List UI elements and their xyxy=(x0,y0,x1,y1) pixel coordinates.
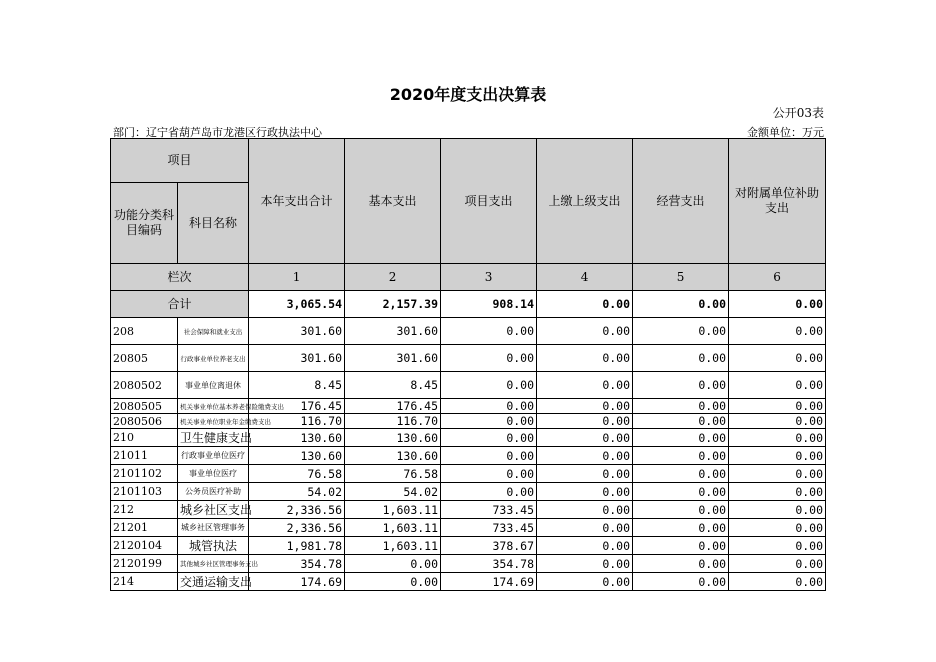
amount-cell: 0.00 xyxy=(441,483,537,501)
header-item: 项目 xyxy=(111,139,249,183)
subject-name-cell: 公务员医疗补助 xyxy=(178,483,249,501)
amount-cell: 130.60 xyxy=(345,429,441,447)
amount-cell: 8.45 xyxy=(345,372,441,399)
amount-cell: 0.00 xyxy=(537,447,633,465)
amount-cell: 301.60 xyxy=(249,318,345,345)
amount-cell: 54.02 xyxy=(249,483,345,501)
amount-cell: 8.45 xyxy=(249,372,345,399)
header-subsidy: 对附属单位补助支出 xyxy=(729,139,826,264)
amount-cell: 0.00 xyxy=(633,345,729,372)
amount-cell: 0.00 xyxy=(633,465,729,483)
table-row xyxy=(111,519,826,537)
amount-cell: 0.00 xyxy=(633,429,729,447)
table-row xyxy=(111,537,826,555)
amount-cell: 116.70 xyxy=(345,414,441,429)
header-total: 本年支出合计 xyxy=(249,139,345,264)
amount-cell: 354.78 xyxy=(249,555,345,573)
amount-cell: 0.00 xyxy=(633,555,729,573)
amount-cell: 1,603.11 xyxy=(345,519,441,537)
amount-cell: 733.45 xyxy=(441,501,537,519)
subject-name-cell: 事业单位医疗 xyxy=(178,465,249,483)
unit-label: 金额单位：万元 xyxy=(747,126,824,139)
amount-cell: 0.00 xyxy=(729,483,826,501)
amount-cell: 0.00 xyxy=(441,429,537,447)
amount-cell: 0.00 xyxy=(729,372,826,399)
amount-cell: 733.45 xyxy=(441,519,537,537)
amount-cell: 0.00 xyxy=(729,501,826,519)
amount-cell: 1,603.11 xyxy=(345,537,441,555)
header-subject-name: 科目名称 xyxy=(178,183,249,264)
sum-value: 908.14 xyxy=(441,291,537,318)
subject-name-cell: 交通运输支出 xyxy=(178,573,249,591)
subject-name-cell: 机关事业单位基本养老保险缴费支出 xyxy=(178,399,249,414)
amount-cell: 0.00 xyxy=(441,318,537,345)
subject-name-cell: 社会保障和就业支出 xyxy=(178,318,249,345)
amount-cell: 0.00 xyxy=(729,414,826,429)
amount-cell: 0.00 xyxy=(537,465,633,483)
func-code-cell: 2080506 xyxy=(111,414,178,429)
amount-cell: 0.00 xyxy=(537,501,633,519)
table-row xyxy=(111,573,826,591)
form-code: 公开03表 xyxy=(772,106,824,120)
table-row xyxy=(111,345,826,372)
amount-cell: 378.67 xyxy=(441,537,537,555)
func-code-cell: 2101102 xyxy=(111,465,178,483)
amount-cell: 130.60 xyxy=(249,429,345,447)
header-superior: 上缴上级支出 xyxy=(537,139,633,264)
subject-name-cell: 卫生健康支出 xyxy=(178,429,249,447)
func-code-cell: 2080505 xyxy=(111,399,178,414)
table-row xyxy=(111,465,826,483)
amount-cell: 116.70 xyxy=(249,414,345,429)
subject-name-cell: 城乡社区支出 xyxy=(178,501,249,519)
amount-cell: 0.00 xyxy=(633,399,729,414)
amount-cell: 1,603.11 xyxy=(345,501,441,519)
amount-cell: 0.00 xyxy=(345,555,441,573)
amount-cell: 0.00 xyxy=(729,345,826,372)
amount-cell: 0.00 xyxy=(633,414,729,429)
table-row xyxy=(111,372,826,399)
amount-cell: 130.60 xyxy=(249,447,345,465)
amount-cell: 0.00 xyxy=(537,318,633,345)
amount-cell: 0.00 xyxy=(633,318,729,345)
amount-cell: 0.00 xyxy=(633,372,729,399)
sum-value: 0.00 xyxy=(633,291,729,318)
amount-cell: 0.00 xyxy=(729,429,826,447)
amount-cell: 0.00 xyxy=(729,537,826,555)
amount-cell: 54.02 xyxy=(345,483,441,501)
sum-value: 0.00 xyxy=(537,291,633,318)
header-business: 经营支出 xyxy=(633,139,729,264)
amount-cell: 0.00 xyxy=(729,399,826,414)
amount-cell: 0.00 xyxy=(537,429,633,447)
amount-cell: 0.00 xyxy=(441,399,537,414)
amount-cell: 354.78 xyxy=(441,555,537,573)
func-code-cell: 21201 xyxy=(111,519,178,537)
amount-cell: 0.00 xyxy=(441,447,537,465)
col-num: 5 xyxy=(633,264,729,291)
table-row xyxy=(111,318,826,345)
func-code-cell: 214 xyxy=(111,573,178,591)
amount-cell: 0.00 xyxy=(537,345,633,372)
amount-cell: 0.00 xyxy=(729,447,826,465)
amount-cell: 0.00 xyxy=(441,465,537,483)
amount-cell: 0.00 xyxy=(345,573,441,591)
col-num: 4 xyxy=(537,264,633,291)
amount-cell: 176.45 xyxy=(345,399,441,414)
col-num: 2 xyxy=(345,264,441,291)
amount-cell: 0.00 xyxy=(729,519,826,537)
table-row xyxy=(111,555,826,573)
amount-cell: 2,336.56 xyxy=(249,501,345,519)
department-label: 部门：辽宁省葫芦岛市龙港区行政执法中心 xyxy=(113,126,322,139)
func-code-cell: 208 xyxy=(111,318,178,345)
amount-cell: 174.69 xyxy=(249,573,345,591)
amount-cell: 0.00 xyxy=(729,555,826,573)
subject-name-cell: 城乡社区管理事务 xyxy=(178,519,249,537)
sum-row xyxy=(111,291,826,318)
col-num: 3 xyxy=(441,264,537,291)
header-column-index: 栏次 xyxy=(111,264,249,291)
amount-cell: 0.00 xyxy=(729,465,826,483)
header-project: 项目支出 xyxy=(441,139,537,264)
table-row xyxy=(111,483,826,501)
col-num: 6 xyxy=(729,264,826,291)
amount-cell: 1,981.78 xyxy=(249,537,345,555)
amount-cell: 0.00 xyxy=(633,537,729,555)
amount-cell: 0.00 xyxy=(633,501,729,519)
amount-cell: 2,336.56 xyxy=(249,519,345,537)
header-func-code: 功能分类科目编码 xyxy=(111,183,178,264)
amount-cell: 0.00 xyxy=(537,537,633,555)
subject-name-cell: 行政事业单位医疗 xyxy=(178,447,249,465)
expenditure-table xyxy=(110,138,826,591)
amount-cell: 0.00 xyxy=(441,345,537,372)
amount-cell: 0.00 xyxy=(441,372,537,399)
amount-cell: 0.00 xyxy=(633,573,729,591)
page-title: 2020年度支出决算表 xyxy=(389,85,547,104)
amount-cell: 0.00 xyxy=(537,414,633,429)
amount-cell: 0.00 xyxy=(633,447,729,465)
sum-label: 合计 xyxy=(111,291,249,318)
amount-cell: 0.00 xyxy=(633,519,729,537)
amount-cell: 174.69 xyxy=(441,573,537,591)
amount-cell: 0.00 xyxy=(729,573,826,591)
col-num: 1 xyxy=(249,264,345,291)
table-row xyxy=(111,447,826,465)
table-row xyxy=(111,501,826,519)
amount-cell: 176.45 xyxy=(249,399,345,414)
table-row xyxy=(111,399,826,414)
func-code-cell: 2080502 xyxy=(111,372,178,399)
amount-cell: 301.60 xyxy=(345,345,441,372)
amount-cell: 0.00 xyxy=(537,519,633,537)
func-code-cell: 212 xyxy=(111,501,178,519)
func-code-cell: 2120104 xyxy=(111,537,178,555)
subject-name-cell: 事业单位离退休 xyxy=(178,372,249,399)
amount-cell: 0.00 xyxy=(537,555,633,573)
amount-cell: 0.00 xyxy=(633,483,729,501)
amount-cell: 76.58 xyxy=(345,465,441,483)
amount-cell: 301.60 xyxy=(345,318,441,345)
amount-cell: 0.00 xyxy=(537,483,633,501)
subject-name-cell: 行政事业单位养老支出 xyxy=(178,345,249,372)
table-row xyxy=(111,429,826,447)
amount-cell: 0.00 xyxy=(441,414,537,429)
amount-cell: 301.60 xyxy=(249,345,345,372)
amount-cell: 76.58 xyxy=(249,465,345,483)
amount-cell: 0.00 xyxy=(537,399,633,414)
subject-name-cell: 其他城乡社区管理事务支出 xyxy=(178,555,249,573)
sum-value: 2,157.39 xyxy=(345,291,441,318)
amount-cell: 130.60 xyxy=(345,447,441,465)
amount-cell: 0.00 xyxy=(729,318,826,345)
func-code-cell: 20805 xyxy=(111,345,178,372)
func-code-cell: 21011 xyxy=(111,447,178,465)
sum-value: 0.00 xyxy=(729,291,826,318)
table-row xyxy=(111,414,826,429)
amount-cell: 0.00 xyxy=(537,573,633,591)
subject-name-cell: 城管执法 xyxy=(178,537,249,555)
amount-cell: 0.00 xyxy=(537,372,633,399)
func-code-cell: 210 xyxy=(111,429,178,447)
subject-name-cell: 机关事业单位职业年金缴费支出 xyxy=(178,414,249,429)
func-code-cell: 2101103 xyxy=(111,483,178,501)
header-basic: 基本支出 xyxy=(345,139,441,264)
func-code-cell: 2120199 xyxy=(111,555,178,573)
sum-value: 3,065.54 xyxy=(249,291,345,318)
